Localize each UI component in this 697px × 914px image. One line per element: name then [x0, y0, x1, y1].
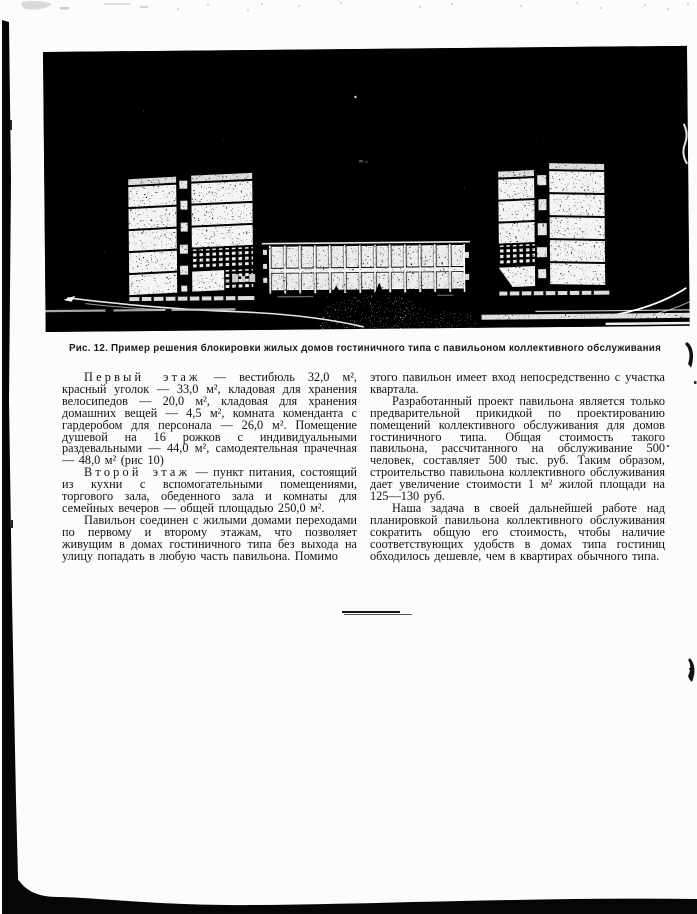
column-right [370, 372, 665, 563]
paragraph-text: Наша задача в своей дальнейшей работе над планировкой павильона коллективного обслуживания сократить общую его стоимость, чтобы наличие соответствующих удобств в домах типа гостиниц обходилось дешевле, чем в квартирах обычного типа. [370, 500, 665, 563]
spaced-lead: Второй этаж [84, 465, 191, 480]
figure-photo [43, 46, 690, 332]
paragraph-continuation [370, 372, 665, 396]
figure-night-rendering [43, 46, 690, 332]
paragraph-text: Разработанный проект павильона является только предварительной прикидкой по проектированию помещений коллективного обслуживания для домов гостиничного типа. Общая стоимость такого павильона, рассчитанного на обслуживание 500 человек, составляет 500 тыс. руб. Таким образом, строительство павильона коллективного обслуживания дает увеличение стоимости 1 м² жилой площади на 125—130 руб. [370, 393, 665, 504]
paragraph-text: Павильон соединен с жилыми домами переходами по первому и второму этажам, что позволяет живущим в домах гостиничного типа без выхода на улицу попадать в любую часть павильона. Помимо [62, 512, 357, 563]
paragraph-project-cost [370, 393, 665, 504]
figure-caption: Рис. 12. Пример решения блокировки жилых домов гостиничного типа с павильоном коллективного обслуживания [68, 343, 662, 354]
paragraph-first-floor [62, 372, 357, 467]
paragraph-text: — пункт питания, состоящий из кухни с вспомогательными помещениями, торгового зала, обеденного зала и комнаты для семейных вечеров — общей площадью 250,0 м². [62, 465, 357, 515]
spaced-lead: Первый этаж [84, 370, 201, 384]
paragraph-second-floor [62, 467, 357, 515]
service-pavilion [232, 241, 471, 299]
paragraph-task [370, 500, 665, 563]
section-divider [342, 611, 400, 613]
article-body [62, 372, 665, 563]
paragraph-pavilion-links [62, 512, 357, 563]
right-tower [494, 159, 609, 296]
paragraph-text: — вестибюль 32,0 м², красный уголок — 33,0 м², кладовая для хранения велосипедов — 20,0 м², кладовая для хранения домашних вещей — 4,5 м², комната коменданта с гардеробом для персонала — 26,0 м². Помещение душевой на 16 рожков с индивидуальными раздевальными — 44,0 м², самодеятельная прачечная — 48,0 м² (рис 10) [62, 370, 357, 468]
column-left [62, 372, 357, 563]
paragraph-text: этого павильон имеет вход непосредственно с участка квартала. [370, 370, 665, 396]
